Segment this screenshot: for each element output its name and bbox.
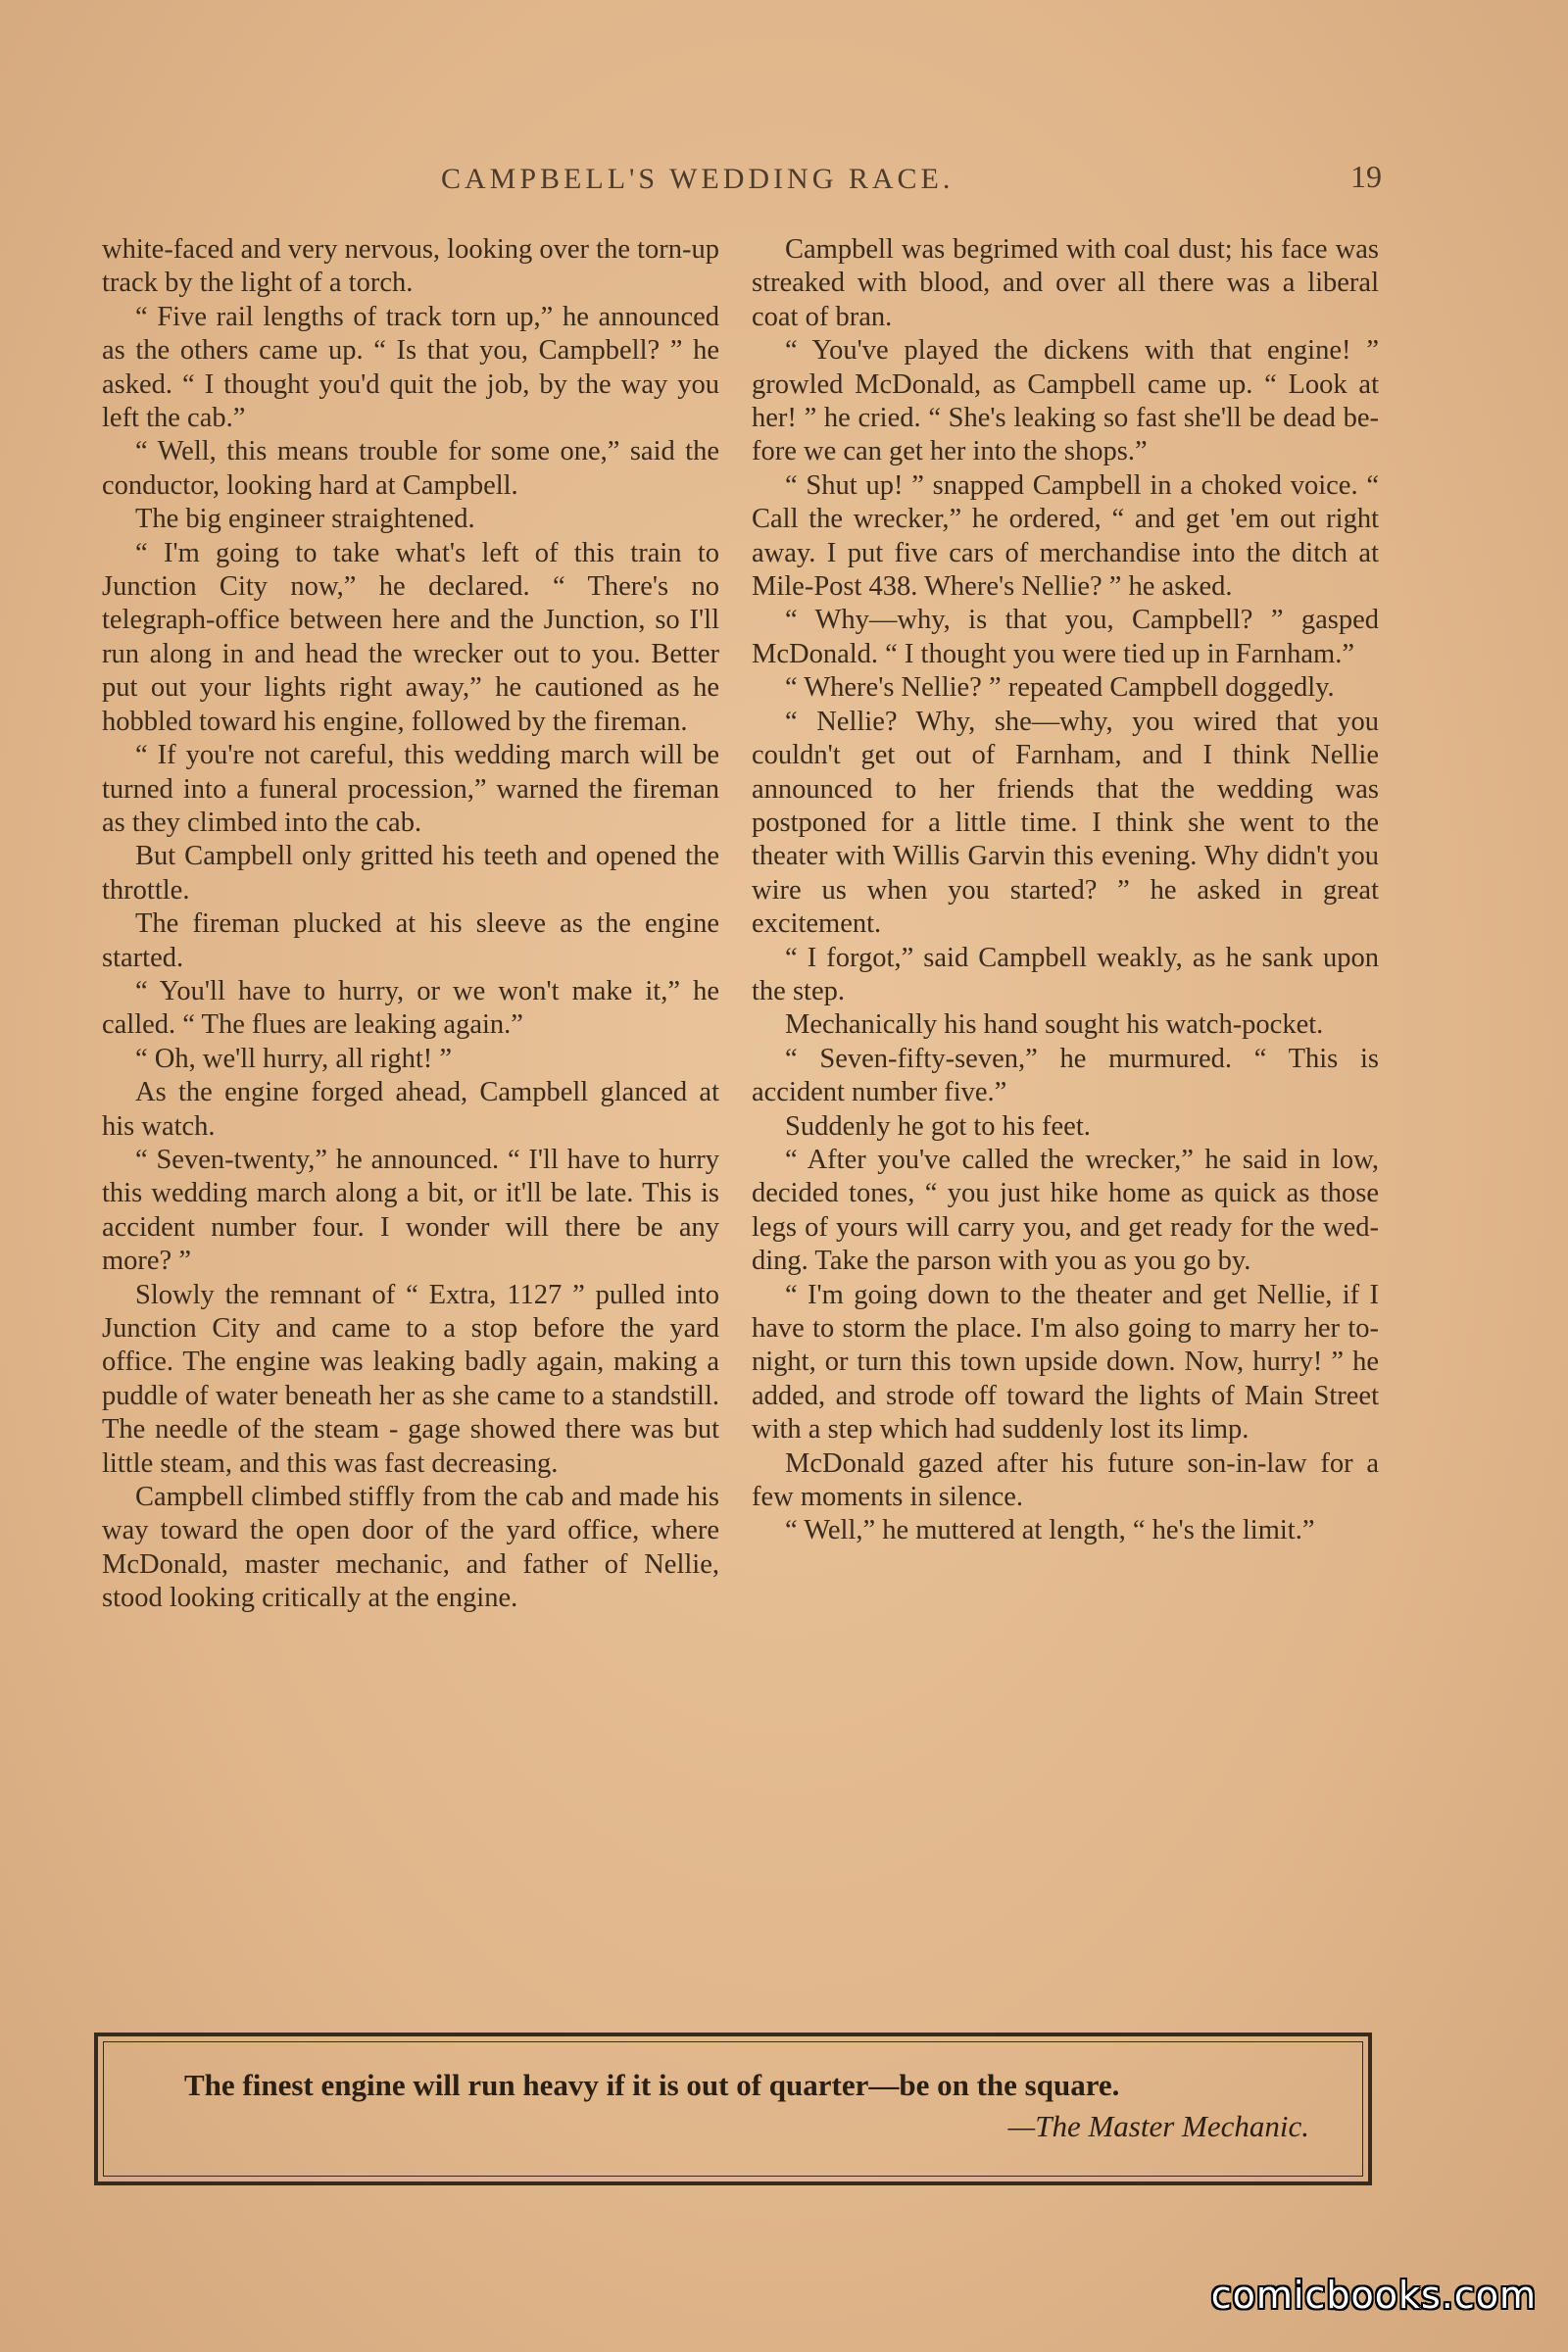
paragraph: Campbell climbed stiffly from the cab and made his way toward the open door of the yard office, where McDonald, master mechanic, and father of Nellie, stood looking critically at the engine. bbox=[102, 1482, 719, 1614]
paragraph: “ I forgot,” said Campbell weakly, as he sank upon the step. bbox=[752, 942, 1379, 1006]
paragraph: “ I'm going to take what's left of this train to Junction City now,” he declared. “ There's no telegraph-office between here and the Junction, so I'll run along in and head the wrecker out to you. Better put out your lights right away,” he cautioned as he hobbled toward his engine, followed by the fireman. bbox=[102, 537, 719, 737]
paragraph: But Campbell only gritted his teeth and opened the throttle. bbox=[102, 841, 719, 906]
paragraph: “ I'm going down to the theater and get Nellie, if I have to storm the place. I'm also going to marry her to-night, or turn this town upside down. Now, hurry! ” he added, and strode off toward the lights of Main Street with a step which had suddenly lost its limp. bbox=[752, 1279, 1379, 1446]
paragraph: “ Well,” he muttered at length, “ he's the limit.” bbox=[785, 1515, 1315, 1546]
paragraph: “ You'll have to hurry, or we won't make it,” he called. “ The flues are leaking again.” bbox=[102, 975, 719, 1041]
paragraph: “ Five rail lengths of track torn up,” he announced as the others came up. “ Is that you, Campbell? ” he asked. “ I thought you'd quit the job, by the way you left the cab.” bbox=[102, 301, 719, 434]
paragraph: Mechanically his hand sought his watch-pocket. bbox=[785, 1009, 1324, 1041]
paragraph: “ If you're not careful, this wedding march will be turned into a funeral procession,” warned the fireman as they climbed into the cab. bbox=[102, 740, 719, 838]
paragraph: “ Oh, we'll hurry, all right! ” bbox=[135, 1043, 453, 1074]
paragraph: “ You've played the dickens with that engine! ” growled McDonald, as Campbell came up. “ Look at her! ” he cried. “ She's leaking so fast she'll be dead before we can get her into the shops.” bbox=[752, 335, 1379, 467]
paragraph: “ After you've called the wrecker,” he said in low, decided tones, “ you just hike home as quick as those legs of yours will carry you, and get ready for the wedding. Take the parson with you as you go by. bbox=[752, 1144, 1379, 1277]
running-title: CAMPBELL'S WEDDING RACE. bbox=[441, 163, 955, 195]
paragraph: Slowly the remnant of “ Extra, 1127 ” pulled into Junction City and came to a stop before the yard office. The engine was leaking badly again, making a puddle of water beneath her as she came to a standstill. The needle of the steam - gage showed there was but little steam, and this was fast decreasing. bbox=[102, 1279, 719, 1479]
paragraph: “ Why—why, is that you, Campbell? ” gasped McDonald. “ I thought you were tied up in Farnham.” bbox=[752, 605, 1379, 669]
running-header bbox=[0, 159, 1568, 208]
right-column bbox=[752, 233, 1379, 1548]
watermark-logo: comicbooks.com bbox=[1210, 2274, 1537, 2317]
epigraph-attribution: —The Master Mechanic. bbox=[1007, 2109, 1309, 2143]
page-number: 19 bbox=[1350, 159, 1382, 194]
epigraph-text: The finest engine will run heavy if it is out of quarter—be on the square. bbox=[184, 2068, 1120, 2102]
paragraph: Campbell was begrimed with coal dust; his face was streaked with blood, and over all there was a liberal coat of bran. bbox=[752, 234, 1379, 332]
paragraph: “ Where's Nellie? ” repeated Campbell doggedly. bbox=[785, 672, 1335, 704]
paragraph: “ Seven-twenty,” he announced. “ I'll have to hurry this wedding march along a bit, or it'll be late. This is accident number four. I wonder will there be any more? ” bbox=[102, 1144, 719, 1277]
paragraph: McDonald gazed after his future son-in-law for a few moments in silence. bbox=[752, 1447, 1379, 1513]
paragraph: The fireman plucked at his sleeve as the engine started. bbox=[102, 908, 719, 973]
paragraph: “ Seven-fifty-seven,” he murmured. “ This is accident number five.” bbox=[752, 1043, 1379, 1108]
paragraph: The big engineer straightened. bbox=[135, 504, 475, 535]
paragraph: “ Shut up! ” snapped Campbell in a choked voice. “ Call the wrecker,” he ordered, “ and get 'em out right away. I put five cars of merchandise into the ditch at Mile-Post 438. Where's Nellie? ” he asked. bbox=[752, 469, 1379, 603]
paragraph: white-faced and very nervous, looking over the torn-up track by the light of a torch. bbox=[102, 234, 719, 299]
left-column bbox=[102, 233, 719, 1616]
epigraph-box bbox=[94, 2033, 1372, 2185]
paragraph: “ Well, this means trouble for some one,” said the conductor, looking hard at Campbell. bbox=[102, 436, 719, 501]
paragraph: “ Nellie? Why, she—why, you wired that you couldn't get out of Farnham, and I think Nellie announced to her friends that the wedding was postponed for a little time. I think she went to the theater with Willis Garvin this evening. Why didn't you wire us when you started? ” he asked in great excitement. bbox=[752, 706, 1379, 940]
paragraph: As the engine forged ahead, Campbell glanced at his watch. bbox=[102, 1077, 719, 1142]
paragraph: Suddenly he got to his feet. bbox=[785, 1110, 1091, 1142]
